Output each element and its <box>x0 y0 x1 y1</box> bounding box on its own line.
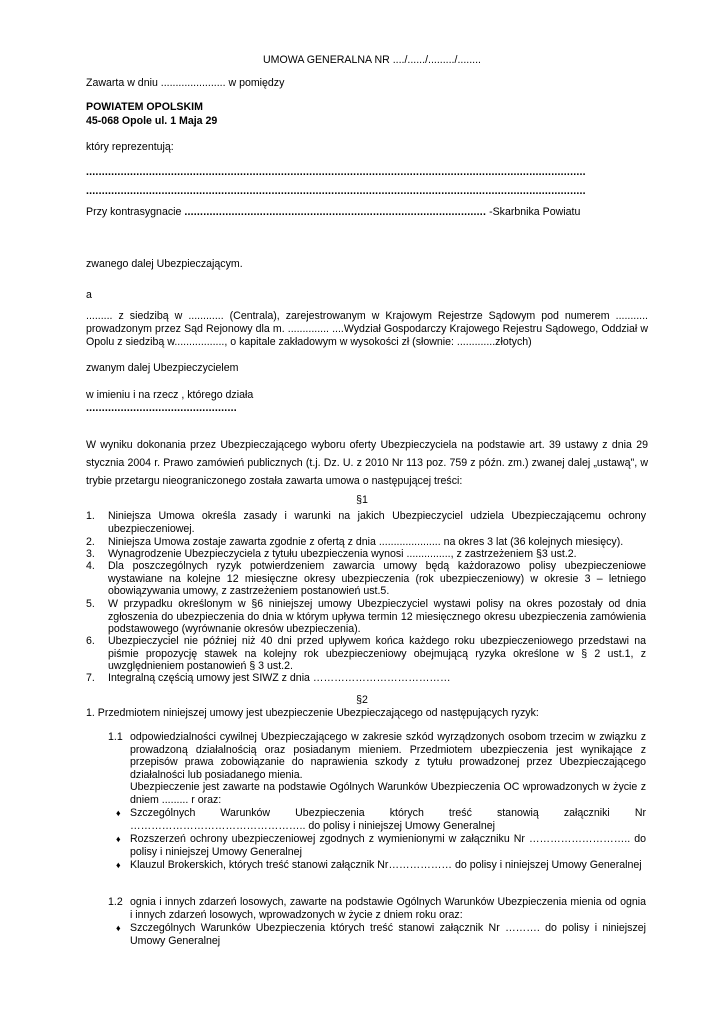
diamond-bullet-icon: ♦ <box>116 860 121 870</box>
section-1-item-text: Dla poszczególnych ryzyk potwierdzeniem zawarcia umowy będą każdorazowo polisy ubezpieczeniowe wystawiane na kolejne 12 miesięczne okresy ubezpieczenia (rok ubezpieczeniowy) w okresie 3 – letniego obowiązywania umowy, z zastrzeżeniem postanowień ust.5. <box>108 560 646 597</box>
and-label: a <box>86 289 92 301</box>
insurer-label: zwanym dalej Ubezpieczycielem <box>86 362 239 374</box>
section-1-item-number: 7. <box>86 672 95 684</box>
party2-paragraph: ......... z siedzibą w ............ (Centrala), zarejestrowanym w Krajowym Rejestrze Sądowym pod numerem ........... prowadzonym przez Sąd Rejonowy dla m. .............. ....Wydział Gospodarczy Krajowego Rejestru Sądowego, Oddział w Opolu z siedzibą w................., o kapitale zakładowym w wysokości zł (słownie: .............złotych) <box>86 310 648 348</box>
representatives-label: który reprezentują: <box>86 141 174 153</box>
dotted-line-3: ................................................ <box>86 402 237 414</box>
section-1-item-number: 4. <box>86 560 95 572</box>
bullet-text: Szczególnych Warunków Ubezpieczenia których treść stanowi załącznik Nr ………. do polisy i niniejszej Umowy Generalnej <box>130 922 646 947</box>
bullet-item <box>116 833 646 859</box>
bullet-item <box>116 807 646 833</box>
section-1-item-number: 6. <box>86 635 95 647</box>
insured-label: zwanego dalej Ubezpieczającym. <box>86 258 243 270</box>
section-1-item <box>86 548 646 561</box>
section-1-item-number: 1. <box>86 510 95 522</box>
clause-1-1-number: 1.1 <box>108 731 123 743</box>
section-2-intro: 1. Przedmiotem niniejszej umowy jest ubezpieczenie Ubezpieczającego od następujących ryzyk: <box>86 707 539 719</box>
party1-address: 45-068 Opole ul. 1 Maja 29 <box>86 115 218 127</box>
clause-1-2 <box>108 896 646 921</box>
section-1-item-text: Ubezpieczyciel nie później niż 40 dni przed upływem końca każdego roku ubezpieczeniowego przedstawi na piśmie propozycję stawek na kolejny rok ubezpieczeniowy obejmującą ryzyka określone w § 2 ust.1, z uwzględnieniem postanowień § 3 ust.2. <box>108 635 646 672</box>
party1-name: POWIATEM OPOLSKIM <box>86 101 203 113</box>
preamble-paragraph: W wyniku dokonania przez Ubezpieczającego wyboru oferty Ubezpieczyciela na podstawie art. 39 ustawy z dnia 29 stycznia 2004 r. Prawo zamówień publicznych (t.j. Dz. U. z 2010 Nr 113 poz. 759 z późn. zm.) zwanej dalej „ustawą", w trybie przetargu nieograniczonego została zawarta umowa o następującej treści: <box>86 439 648 487</box>
bullet-text: Szczególnych Warunków Ubezpieczenia których treść stanowią załączniki Nr ………………………………………….. do polisy i niniejszej Umowy Generalnej <box>130 807 646 832</box>
section-1-heading: §1 <box>356 494 368 506</box>
countersignature-line <box>86 206 580 219</box>
clause-1-2-number: 1.2 <box>108 896 123 908</box>
section-1-item-text: Niniejsza Umowa zostaje zawarta zgodnie z ofertą z dnia ..................... na okres 3 lat (36 kolejnych miesięcy). <box>108 536 624 548</box>
contract-date-line: Zawarta w dniu ...................... w pomiędzy <box>86 77 285 89</box>
dotted-line-2: ............................................................................................................................................................... <box>86 185 586 197</box>
section-1-item <box>86 635 646 673</box>
bullet-text: Klauzul Brokerskich, których treść stanowi załącznik Nr……………… do polisy i niniejszej Umowy Generalnej <box>130 859 642 871</box>
countersignature-dots: ................................................................................................ <box>184 206 487 218</box>
countersignature-tail: -Skarbnika Powiatu <box>489 206 581 218</box>
section-1-item-text: Integralną częścią umowy jest SIWZ z dnia ………………………………… <box>108 672 451 684</box>
bullet-item <box>116 922 646 948</box>
section-1-item-number: 2. <box>86 536 95 548</box>
section-1-item <box>86 536 646 549</box>
section-1-item <box>86 510 646 535</box>
bullet-text: Rozszerzeń ochrony ubezpieczeniowej zgodnych z wymienionymi w załączniku Nr ……………………….. do polisy i niniejszej Umowy Generalnej <box>130 833 646 858</box>
section-2-heading: §2 <box>356 694 368 706</box>
section-1-item-number: 5. <box>86 598 95 610</box>
clause-1-2-text: ognia i innych zdarzeń losowych, zawarte na podstawie Ogólnych Warunków Ubezpieczenia mienia od ognia i innych zdarzeń losowych, wprowadzonych w życie z dniem roku oraz: <box>130 896 646 921</box>
section-1-item-text: Wynagrodzenie Ubezpieczyciela z tytułu ubezpieczenia wynosi ..............., z zastrzeżeniem §3 ust.2. <box>108 548 577 560</box>
diamond-bullet-icon: ♦ <box>116 808 121 818</box>
section-1-item-text: Niniejsza Umowa określa zasady i warunki na jakich Ubezpieczyciel udziela Ubezpieczającemu ochrony ubezpieczeniowej. <box>108 510 646 535</box>
dotted-line-1: ............................................................................................................................................................... <box>86 166 586 178</box>
section-1-item <box>86 672 646 685</box>
section-1-item <box>86 598 646 636</box>
clause-1-1 <box>108 731 646 806</box>
section-1-item-number: 3. <box>86 548 95 560</box>
clause-1-1-text: odpowiedzialności cywilnej Ubezpieczającego w zakresie szkód wyrządzonych osobom trzecim w związku z prowadzoną działalnością oraz posiadanym mieniem. Przedmiotem ubezpieczenia jest wynikające z przepisów prawa zobowiązanie do naprawienia szkody z tytułu prowadzonej przez Ubezpieczającego działalności lub posiadanego mienia. <box>130 731 646 781</box>
document-title: UMOWA GENERALNA NR ..../....../........./........ <box>263 54 481 66</box>
countersignature-label: Przy kontrasygnacie <box>86 206 182 218</box>
diamond-bullet-icon: ♦ <box>116 834 121 844</box>
diamond-bullet-icon: ♦ <box>116 923 121 933</box>
section-1-item-text: W przypadku określonym w §6 niniejszej umowy Ubezpieczyciel wystawi polisy na okres pozostały od dnia zgłoszenia do ubezpieczenia do dnia w którym upływa termin 12 miesięcznego okresu ubezpieczenia zamówienia podstawowego (wyrównanie okresów ubezpieczenia). <box>108 598 646 635</box>
on-behalf-label: w imieniu i na rzecz , którego działa <box>86 389 254 401</box>
section-1-item <box>86 560 646 598</box>
bullet-item <box>116 859 646 872</box>
clause-1-1-basis: Ubezpieczenie jest zawarte na podstawie Ogólnych Warunków Ubezpieczenia OC wprowadzonych w życie z dniem ......... r oraz: <box>130 781 646 806</box>
